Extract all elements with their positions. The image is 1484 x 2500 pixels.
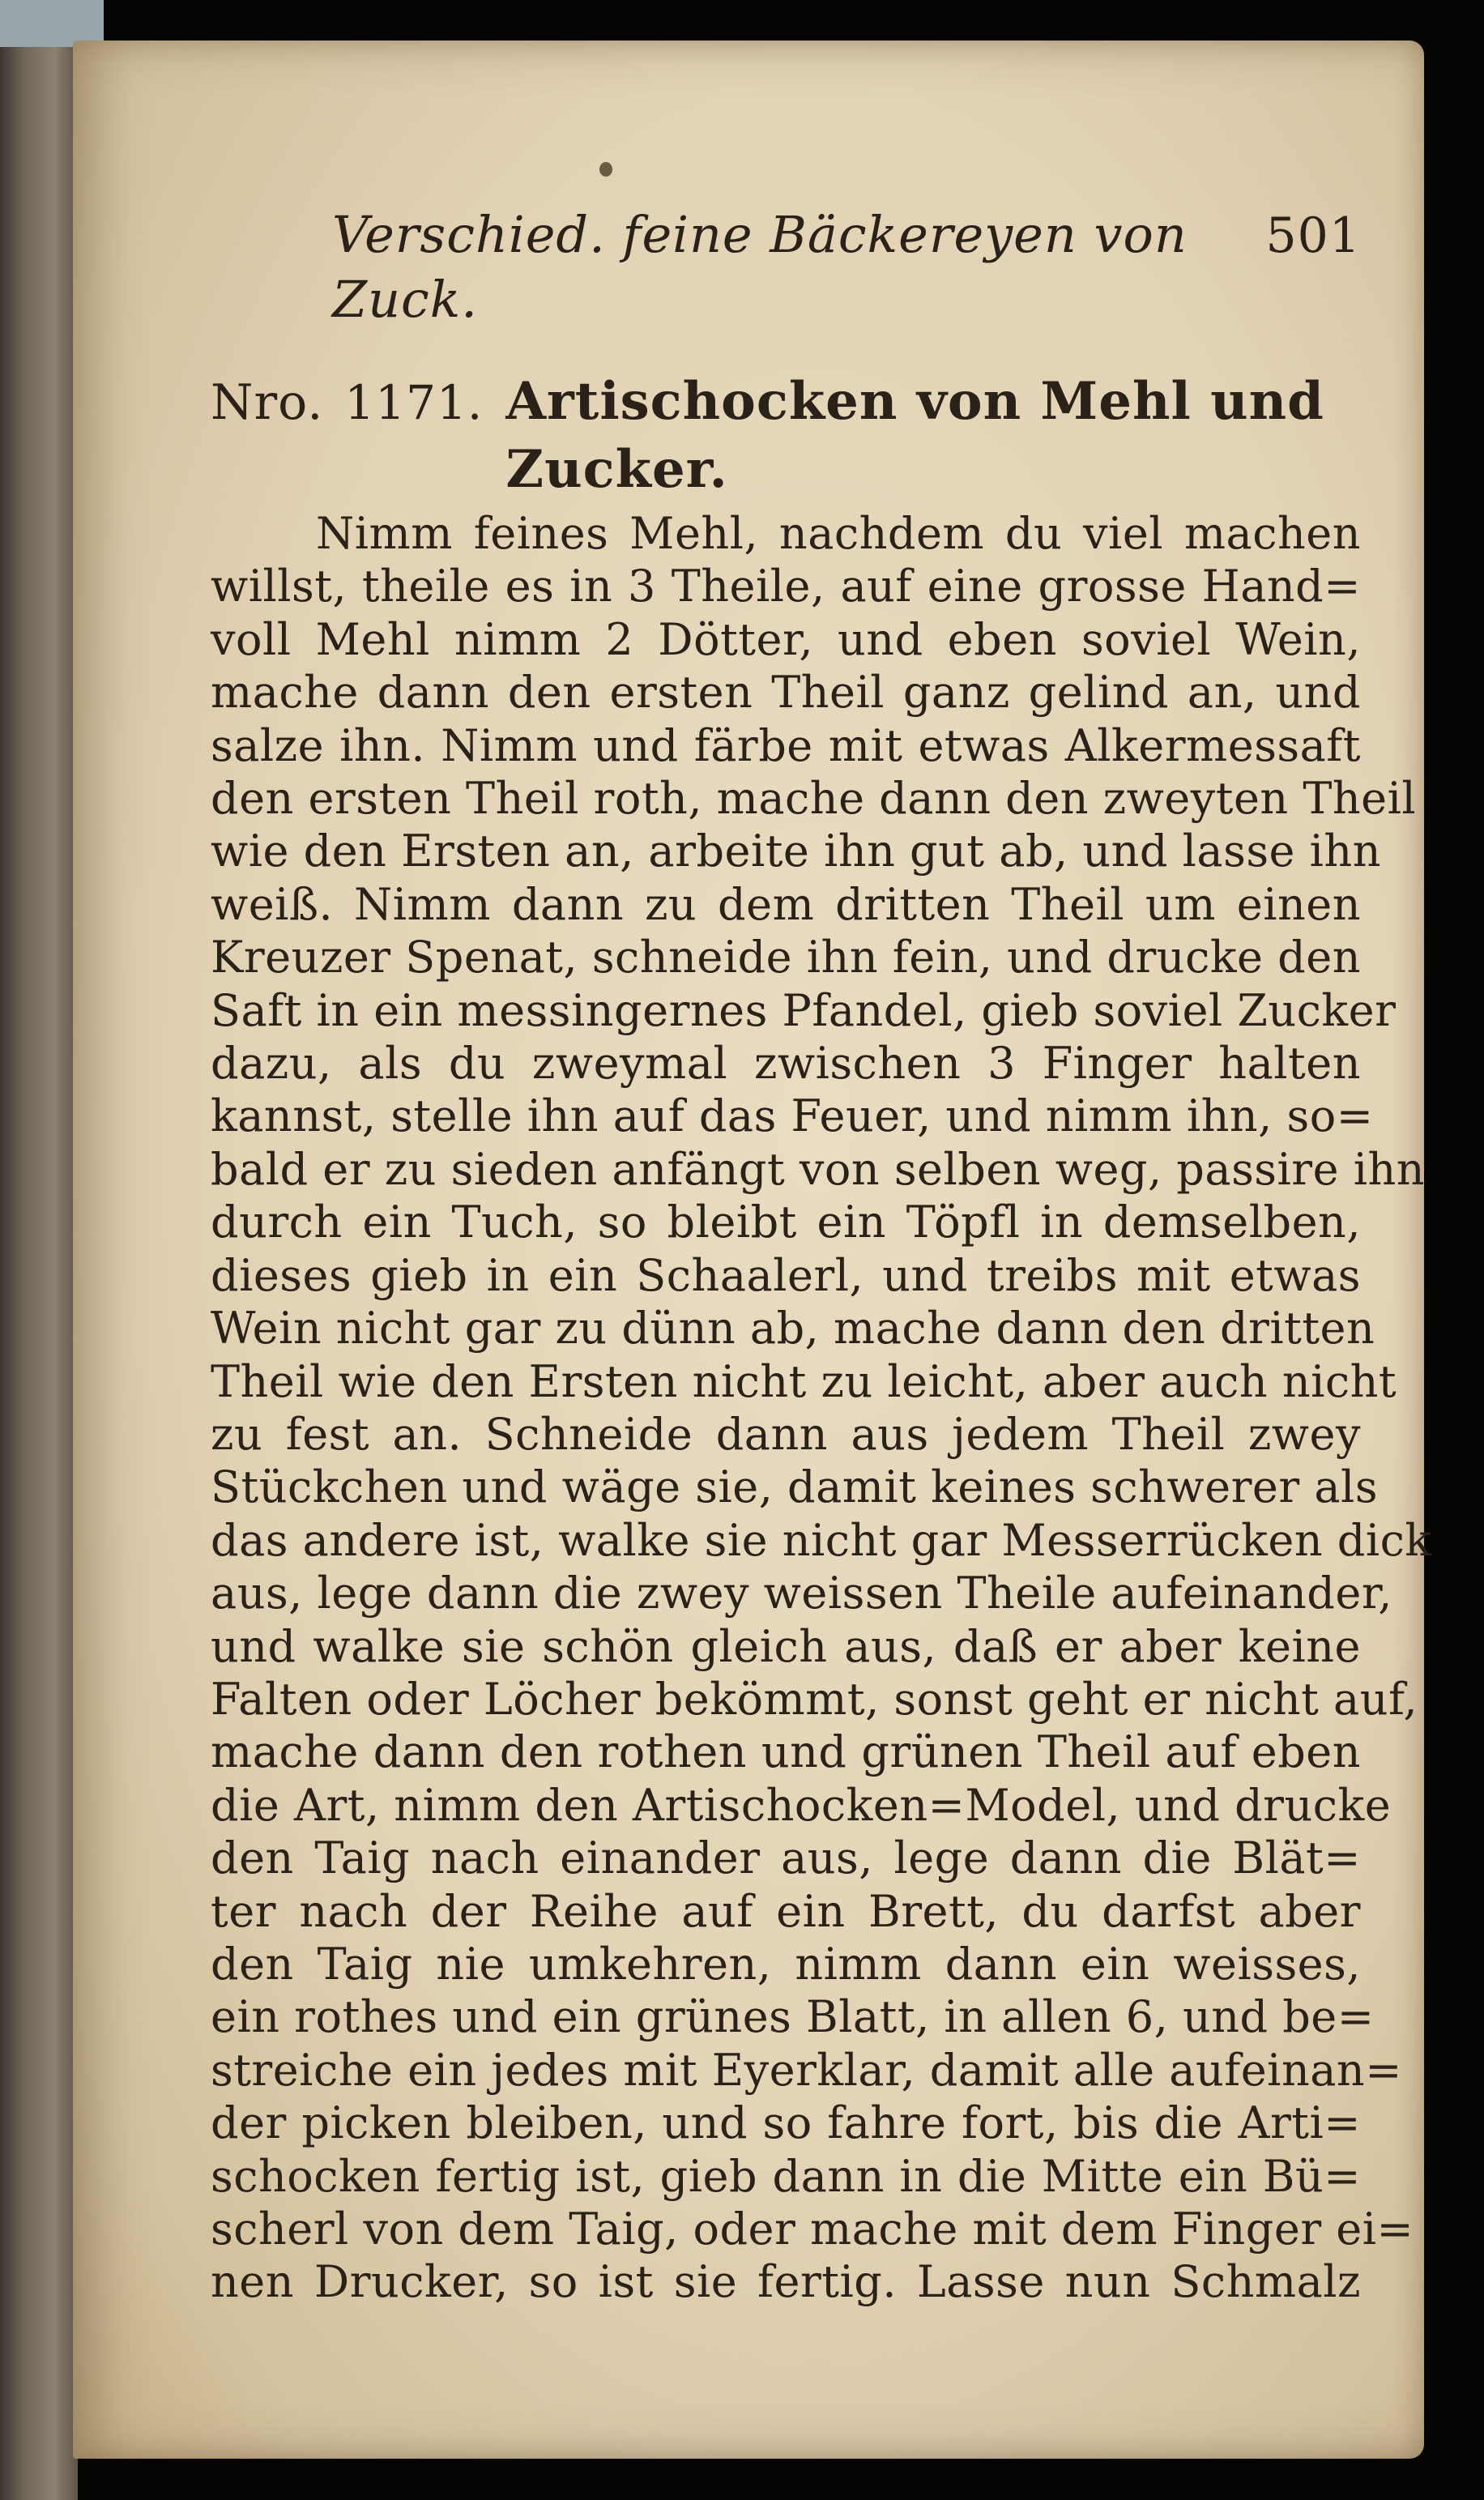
text-line: ein rothes und ein grünes Blatt, in allen 6, und be=: [211, 1991, 1375, 2043]
text-line: scherl von dem Taig, oder mache mit dem Finger ei=: [211, 2203, 1414, 2255]
text-line: den ersten Theil roth, mache dann den zweyten Theil: [211, 773, 1417, 825]
text-line: Wein nicht gar zu dünn ab, mache dann den dritten: [211, 1303, 1375, 1355]
text-line: das andere ist, walke sie nicht gar Messerrücken dick: [211, 1514, 1432, 1566]
text-line: voll Mehl nimm 2 Dötter, und eben soviel Wein,: [211, 613, 1361, 665]
text-line: mache dann den ersten Theil ganz gelind an, und: [211, 667, 1361, 719]
text-line: dieses gieb in ein Schaalerl, und treibs mit etwas: [211, 1249, 1361, 1301]
text-line: dazu, als du zweymal zwischen 3 Finger halten: [211, 1038, 1361, 1090]
text-line: aus, lege dann die zwey weissen Theile aufeinander,: [211, 1568, 1392, 1619]
text-line: salze ihn. Nimm und färbe mit etwas Alkermessaft: [211, 719, 1361, 771]
text-line: streiche ein jedes mit Eyerklar, damit alle aufeinan=: [211, 2044, 1402, 2096]
running-head-title: Verschied. feine Bäckereyen von Zuck.: [332, 205, 1188, 329]
running-head: [332, 203, 1361, 332]
text-line: den Taig nie umkehren, nimm dann ein weisses,: [211, 1938, 1361, 1990]
text-line: willst, theile es in 3 Theile, auf eine grosse Hand=: [211, 561, 1361, 612]
text-line: nen Drucker, so ist sie fertig. Lasse nun Schmalz: [211, 2256, 1361, 2308]
text-line: Theil wie den Ersten nicht zu leicht, aber auch nicht: [211, 1355, 1397, 1407]
text-line: Falten oder Löcher bekömmt, sonst geht er nicht auf,: [211, 1673, 1418, 1725]
entry-heading: [211, 368, 1361, 504]
text-line: und walke sie schön gleich aus, daß er aber keine: [211, 1620, 1361, 1672]
text-line: der picken bleiben, und so fahre fort, bis die Arti=: [211, 2097, 1361, 2149]
text-line: Saft in ein messingernes Pfandel, gieb soviel Zucker: [211, 984, 1397, 1036]
page-number: 501: [1265, 207, 1361, 264]
book-page: [73, 41, 1432, 2459]
entry-number: 1171.: [344, 375, 484, 430]
text-line: wie den Ersten an, arbeite ihn gut ab, und lasse ihn: [211, 826, 1381, 877]
text-line: schocken fertig ist, gieb dann in die Mitte ein Bü=: [211, 2150, 1361, 2202]
entry-label: Nro.: [211, 374, 324, 431]
book-spine: [0, 0, 78, 2500]
ink-spot: [599, 162, 612, 177]
text-line: zu fest an. Schneide dann aus jedem Theil zwey: [211, 1408, 1361, 1460]
text-line: ter nach der Reihe auf ein Brett, du darfst aber: [211, 1885, 1361, 1937]
text-line: mache dann den rothen und grünen Theil auf eben: [211, 1726, 1361, 1778]
text-line: weiß. Nimm dann zu dem dritten Theil um einen: [211, 878, 1361, 930]
text-line: bald er zu sieden anfängt von selben weg, passire ihn: [211, 1143, 1426, 1195]
text-line: den Taig nach einander aus, lege dann die Blät=: [211, 1832, 1361, 1884]
page-text-block: [211, 203, 1432, 2309]
entry-title: Artischocken von Mehl und Zucker.: [505, 371, 1324, 500]
text-line: die Art, nimm den Artischocken=Model, und drucke: [211, 1779, 1392, 1831]
text-line: Kreuzer Spenat, schneide ihn fein, und drucke den: [211, 932, 1361, 983]
text-line: kannst, stelle ihn auf das Feuer, und nimm ihn, so=: [211, 1090, 1374, 1142]
text-line: durch ein Tuch, so bleibt ein Töpfl in demselben,: [211, 1197, 1361, 1248]
text-line: Nimm feines Mehl, nachdem du viel machen: [316, 508, 1361, 559]
body-text: [211, 507, 1432, 2309]
text-line: Stückchen und wäge sie, damit keines schwerer als: [211, 1461, 1379, 1513]
